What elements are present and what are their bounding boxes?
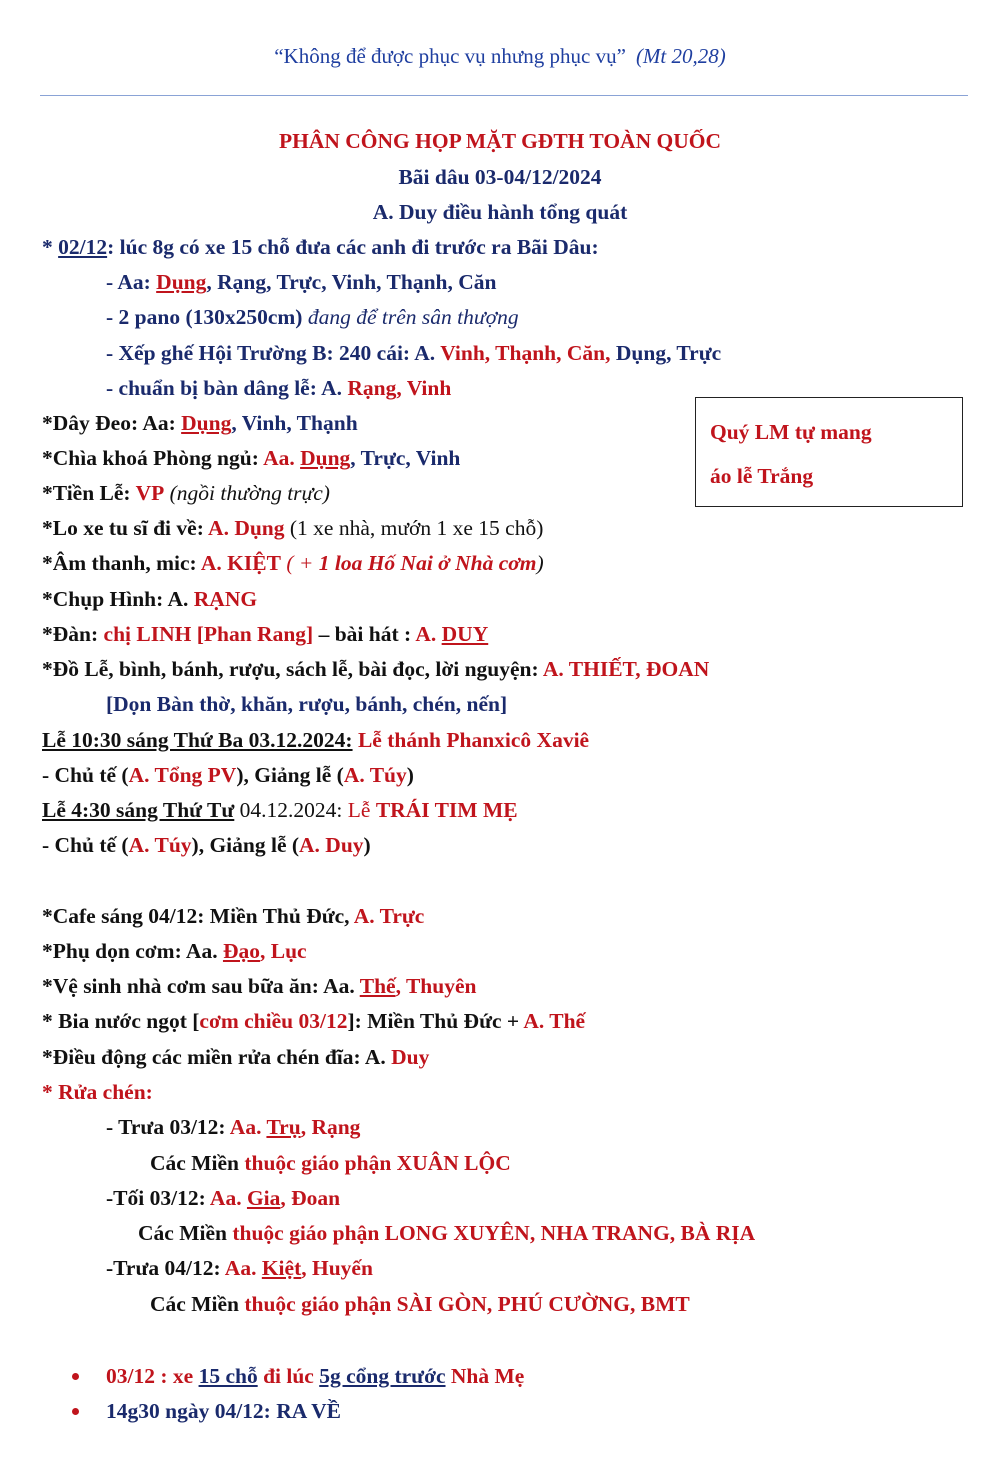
departure-line: * 02/12: lúc 8g có xe 15 chỗ đưa các anh đi trước ra Bãi Dâu:	[42, 235, 599, 259]
bullet-2	[72, 1408, 79, 1415]
room-keys-line: *Chìa khoá Phòng ngủ: Aa. Dụng, Trực, Vinh	[42, 446, 461, 470]
mass-2-line: Lễ 4:30 sáng Thứ Tư 04.12.2024: Lễ TRÁI TIM MẸ	[42, 798, 518, 822]
document-title: PHÂN CÔNG HỌP MẶT GĐTH TOÀN QUỐC	[279, 129, 721, 153]
dish-coordination-line: *Điều động các miền rửa chén đĩa: A. Duy	[42, 1045, 430, 1069]
breakfast-line: *Cafe sáng 04/12: Miền Thủ Đức, A. Trực	[42, 904, 425, 928]
dish-evening-0312-regions: Các Miền thuộc giáo phận LONG XUYÊN, NHA TRANG, BÀ RỊA	[138, 1221, 756, 1245]
vestment-note-box	[695, 397, 963, 507]
mass-1-celebrants: - Chủ tế (A. Tổng PV), Giảng lễ (A. Túy)	[42, 763, 414, 787]
bullet-1	[72, 1373, 79, 1380]
altar-setup-line: [Dọn Bàn thờ, khăn, rượu, bánh, chén, nến]	[106, 692, 508, 716]
dish-noon-0312: - Trưa 03/12: Aa. Trụ, Rạng	[106, 1115, 361, 1139]
mass-2-celebrants: - Chủ tế (A. Túy), Giảng lễ (A. Duy)	[42, 833, 371, 857]
lanyard-line: *Dây Đeo: Aa: Dụng, Vinh, Thạnh	[42, 411, 358, 435]
drinks-line: * Bia nước ngọt [cơm chiều 03/12]: Miền Thủ Đức + A. Thế	[42, 1009, 586, 1033]
dish-noon-0312-regions: Các Miền thuộc giáo phận XUÂN LỘC	[150, 1151, 511, 1175]
director-line: A. Duy điều hành tổng quát	[372, 200, 628, 224]
dishwashing-heading: * Rửa chén:	[42, 1080, 153, 1104]
liturgy-items-line: *Đồ Lễ, bình, bánh, rượu, sách lễ, bài đọc, lời nguyện: A. THIẾT, ĐOAN	[42, 657, 710, 681]
dish-noon-0412: -Trưa 04/12: Aa. Kiệt, Huyến	[106, 1256, 373, 1280]
offering-table-line: - chuẩn bị bàn dâng lễ: A. Rạng, Vinh	[106, 376, 452, 400]
header-quote	[0, 44, 1000, 69]
bus-departure-line: 03/12 : xe 15 chỗ đi lúc 5g cổng trước Nhà Mẹ	[106, 1364, 525, 1388]
serving-line: *Phụ dọn cơm: Aa. Đạo, Lục	[42, 939, 307, 963]
advance-team-line: - Aa: Dụng, Rạng, Trực, Vinh, Thạnh, Căn	[106, 270, 497, 294]
pano-line: - 2 pano (130x250cm) đang để trên sân thượng	[106, 305, 519, 329]
transport-line: *Lo xe tu sĩ đi về: A. Dụng (1 xe nhà, mướn 1 xe 15 chỗ)	[42, 516, 544, 540]
sound-line: *Âm thanh, mic: A. KIỆT ( + 1 loa Hố Nai ở Nhà cơm)	[42, 551, 544, 575]
dish-evening-0312: -Tối 03/12: Aa. Gia, Đoan	[106, 1186, 341, 1210]
quote-reference: (Mt 20,28)	[635, 44, 726, 68]
document-subtitle: Bãi dâu 03-04/12/2024	[398, 165, 602, 189]
note-line-2: áo lễ Trắng	[710, 464, 814, 488]
cleaning-line: *Vệ sinh nhà cơm sau bữa ăn: Aa. Thế, Thuyên	[42, 974, 477, 998]
header-divider	[40, 95, 968, 96]
quote-text: “Không để được phục vụ nhưng phục vụ”	[274, 44, 626, 68]
note-line-1: Quý LM tự mang	[710, 420, 872, 444]
chairs-line: - Xếp ghế Hội Trường B: 240 cái: A. Vinh, Thạnh, Căn, Dụng, Trực	[106, 341, 722, 365]
mass-stipend-line: *Tiền Lễ: VP (ngồi thường trực)	[42, 481, 330, 505]
return-line: 14g30 ngày 04/12: RA VỀ	[106, 1399, 341, 1423]
music-line: *Đàn: chị LINH [Phan Rang] – bài hát : A. DUY	[42, 622, 489, 646]
dish-noon-0412-regions: Các Miền thuộc giáo phận SÀI GÒN, PHÚ CƯỜNG, BMT	[150, 1292, 690, 1316]
mass-1-line: Lễ 10:30 sáng Thứ Ba 03.12.2024: Lễ thánh Phanxicô Xaviê	[42, 728, 590, 752]
photography-line: *Chụp Hình: A. RẠNG	[42, 587, 258, 611]
